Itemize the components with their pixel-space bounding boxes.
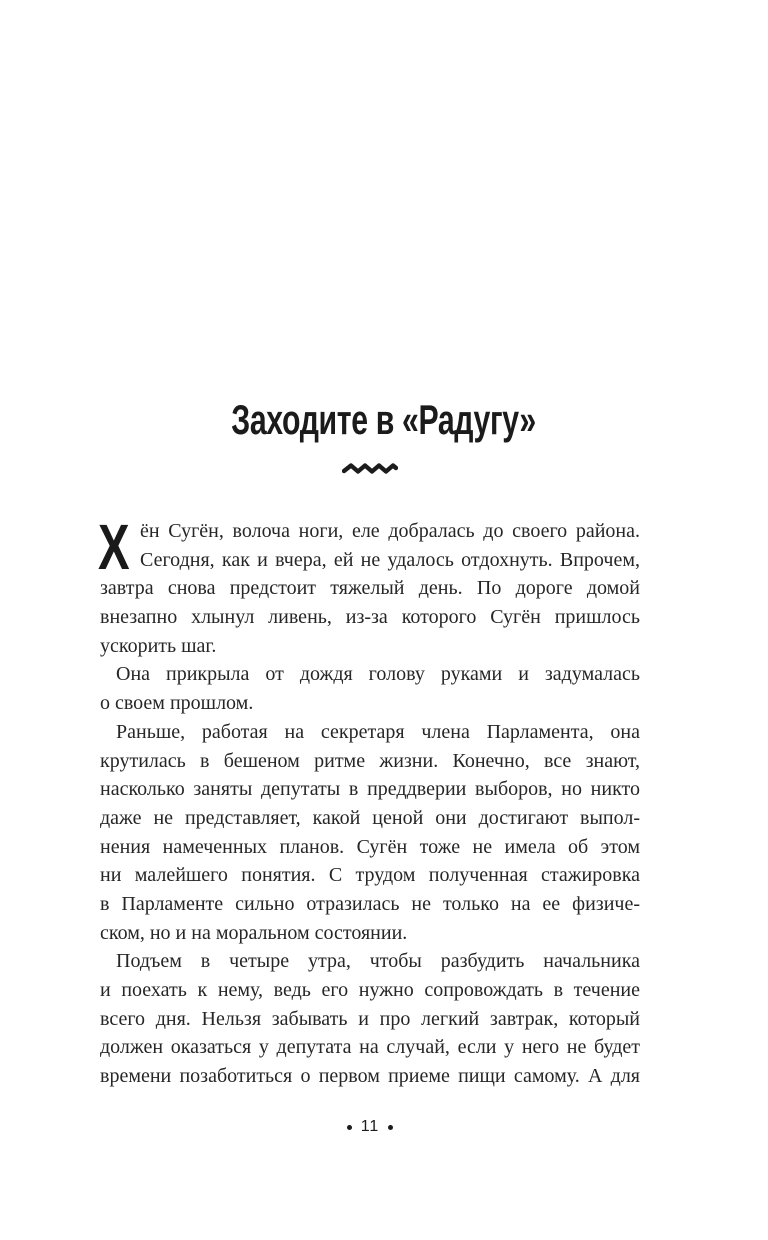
text-line: должен оказаться у депутата на случай, если у него не будет — [100, 1036, 640, 1059]
text-line: ускорить шаг. — [100, 634, 217, 657]
text-line: в Парламенте сильно отразилась не только на ее физиче- — [100, 892, 640, 915]
page-number — [100, 1119, 640, 1135]
folio-number: 11 — [360, 1118, 380, 1135]
text-line: Подъем в четыре утра, чтобы разбудить начальника — [116, 950, 640, 973]
wave-squiggle-icon — [342, 461, 398, 476]
text-line: времени позаботиться о первом приеме пищи самому. А для — [100, 1065, 640, 1088]
text-line: и поехать к нему, ведь его нужно сопровождать в течение — [100, 979, 640, 1001]
text-line: нения намеченных планов. Сугён тоже не имела об этом — [100, 835, 640, 858]
text-line: о своем прошлом. — [100, 692, 254, 715]
text-line: насколько заняты депутаты в преддверии выборов, но никто — [100, 778, 640, 801]
text-line: внезапно хлынул ливень, из-за которого Сугён пришлось — [100, 606, 640, 629]
text-line: ни малейшего понятия. С трудом полученная стажировка — [100, 864, 640, 887]
text-line: Раньше, работая на секретаря члена Парламента, она — [116, 720, 640, 743]
text-line: Сегодня, как и вчера, ей не удалось отдохнуть. Впрочем, — [140, 548, 640, 571]
drop-cap: Х — [98, 511, 130, 583]
text-line: крутилась в бешеном ритме жизни. Конечно, все знают, — [100, 749, 640, 772]
text-line: даже не представляет, какой ценой они достигают выпол- — [100, 806, 640, 829]
paragraph — [100, 660, 640, 717]
text-line: ском, но и на моральном состоянии. — [100, 921, 408, 944]
text-line: всего дня. Нельзя забывать и про легкий завтрак, который — [100, 1007, 640, 1030]
paragraph — [98, 511, 640, 660]
text-line: Она прикрыла от дождя голову руками и задумалась — [116, 663, 640, 686]
paragraph — [100, 718, 640, 948]
chapter-title-text: Заходите в «Радугу» — [231, 396, 537, 443]
folio-dot-right — [388, 1125, 393, 1130]
text-line: ён Сугён, волоча ноги, еле добралась до своего района. — [140, 520, 640, 542]
chapter-title — [0, 396, 768, 443]
text-line: завтра снова предстоит тяжелый день. По дороге домой — [100, 577, 640, 600]
paragraph — [100, 947, 640, 1090]
folio-dot-left — [347, 1125, 352, 1130]
body-text — [98, 511, 640, 1091]
